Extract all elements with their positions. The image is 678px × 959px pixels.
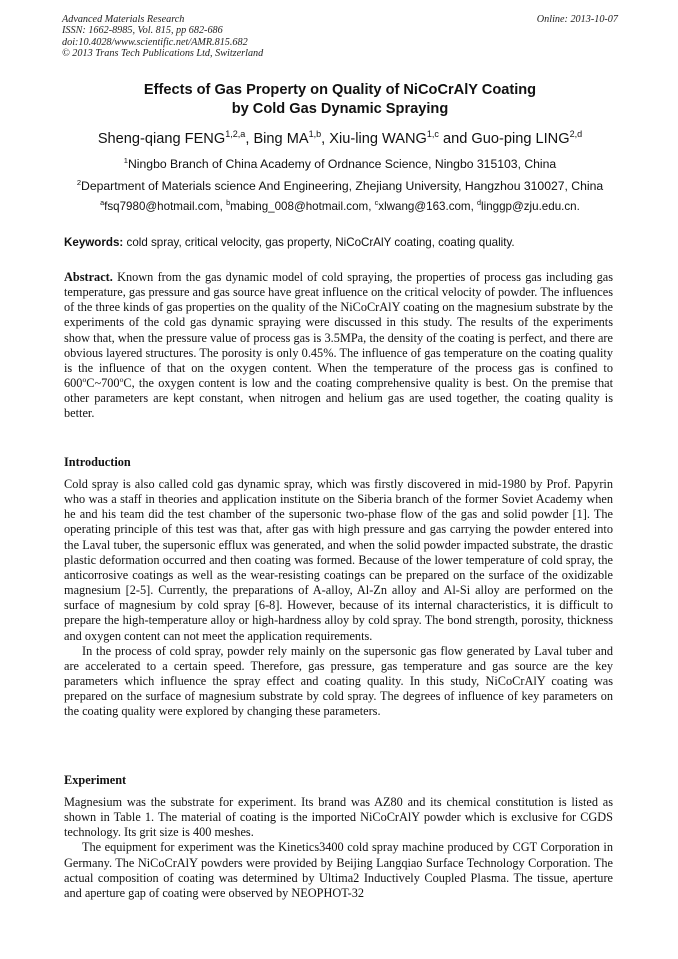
email-link[interactable]: fsq7980@hotmail.com [104,200,220,213]
email-marker: a [100,198,105,208]
author-separator: and [438,131,472,147]
author-separator: , [321,131,330,147]
email-marker: d [477,198,482,208]
introduction-section [64,477,613,720]
email-link[interactable]: linggp@zju.edu.cn [481,200,577,213]
author-name: Guo-ping LING [471,131,570,147]
author-separator: , [245,131,254,147]
intro-paragraph-2: In the process of cold spray, powder rely mainly on the supersonic gas flow generated by Laval tuber and are accelerated to a certain speed. Therefore, gas pressure, gas temperature and gas source are the key parameters which influence the spray effect and coating quality. In this study, NiCoCrAlY coating was prepared on the surface of magnesium substrate by cold spray. The degrees of influence of key parameters on the coating quality were explored by changing these parameters. [64,643,613,719]
author-superscript: 1,c [426,129,439,140]
online-date: Online: 2013-10-07 [536,14,618,25]
email-link[interactable]: mabing_008@hotmail.com [230,200,369,213]
author-superscript: 1,2,a [225,129,246,140]
copyright-line: © 2013 Trans Tech Publications Ltd, Switzerland [62,48,264,60]
affiliation-text: Ningbo Branch of China Academy of Ordnance Science, Ningbo 315103, China [128,157,557,171]
keywords-text: cold spray, critical velocity, gas property, NiCoCrAlY coating, coating quality. [126,236,515,249]
affiliation-marker: 1 [123,155,128,165]
author-list [62,129,618,149]
keywords-label: Keywords: [64,236,124,249]
journal-metadata [62,14,618,60]
keywords [64,235,620,250]
affiliation-2 [62,178,618,194]
experiment-section [64,795,613,901]
journal-name: Advanced Materials Research [62,14,185,25]
paper-title [62,81,618,119]
heading-experiment: Experiment [64,773,127,787]
doi-line: doi:10.4028/www.scientific.net/AMR.815.682 [62,36,248,48]
email-link[interactable]: xlwang@163.com [378,200,471,213]
email-list [62,199,618,215]
heading-introduction: Introduction [64,455,131,469]
author-superscript: 2,d [569,129,583,140]
email-marker: c [374,198,379,208]
experiment-paragraph-1: Magnesium was the substrate for experiment. Its brand was AZ80 and its chemical constitution is listed as shown in Table 1. The material of coating is the imported NiCoCrAlY powder which is exclusive for CGDS technology. Its grit size is 400 meshes. [64,795,613,840]
email-separator: , [368,200,375,213]
experiment-paragraph-2: The equipment for experiment was the Kinetics3400 cold spray machine produced by CGT Corporation in Germany. The NiCoCrAlY powders were provided by Beijing Langqiao Surface Technology Corporation. The actual composition of coating was determined by Ultima2 Inductively Coupled Plasma. The tissue, aperture and aperture gap of coating were observed by NEOPHOT-32 [64,840,613,900]
degree-sup: o [119,375,124,384]
email-separator: , [219,200,227,213]
abstract-text-2: C, the oxygen content is low and the coating comprehensive quality is best. On the premise that other parameters are kept constant, when nitrogen and helium gas are used together, the coating quality is better. [64,376,613,421]
email-separator: , [470,200,478,213]
affiliation-1 [62,156,618,172]
author-name: Xiu-ling WANG [329,131,427,147]
email-period: . [576,200,580,213]
issn-line: ISSN: 1662-8985, Vol. 815, pp 682-686 [62,25,223,37]
intro-paragraph-1: Cold spray is also called cold gas dynamic spray, which was firstly discovered in mid-1980 by Prof. Papyrin who was a staff in theories and application institute on the Siberia branch of the former Soviet Academy when he and his team did the test chamber of the supersonic two-phase flow of the gas and solid powder [1]. The operating principle of this test was that, after gas with high pressure and gas carrying the powder entered into the Laval tuber, the supersonic efflux was generated, and when the solid powder impacted substrate, the drastic plastic deformation occurred and then coating was formed. Because of the lower temperature of cold spray, the anticorrosive coatings as well as the wear-resisting coatings can be prepared on the surface of the oxidizable magnesium [2-5]. Currently, the preparations of A-alloy, Al-Zn alloy and Al-Si alloy are performed on the surface of magnesium by cold spray [6-8]. However, because of its internal characteristics, it is difficult to prepare the high-temperature alloy or high-hardness alloy by cold spray. The bond strength, porosity, thickness and oxygen content can not meet the application requirements. [64,477,613,643]
affiliation-marker: 2 [76,177,82,187]
title-line-1: Effects of Gas Property on Quality of NiCoCrAlY Coating [143,82,537,98]
degree-sup: o [82,375,87,384]
abstract [64,270,613,422]
abstract-text-1: Known from the gas dynamic model of cold spraying, the properties of process gas including gas temperature, gas pressure and gas source have great influence on the critical velocity of powder. The influences of the three kinds of gas properties on the quality of the NiCoCrAlY coating on the magnesium substrate by the experiments of the cold gas dynamic spraying were discussed in this study. The results of the experiments show that, when the pressure value of process gas is 3.5MPa, the density of the coating is perfect, and there are obvious layered structures. The porosity is only 0.45%. The influence of gas temperature on the coating quality is the influence of that on the oxygen content. When the temperature of the process gas is confined to 600 [64,270,613,391]
author-superscript: 1,b [308,129,322,140]
title-line-2: by Cold Gas Dynamic Spraying [231,101,449,117]
author-name: Bing MA [253,131,309,147]
email-marker: b [226,198,231,208]
abstract-unit: C~700 [86,376,120,391]
abstract-label: Abstract. [64,270,113,284]
author-name: Sheng-qiang FENG [97,131,226,147]
affiliation-text: Department of Materials science And Engineering, Zhejiang University, Hangzhou 310027, China [81,179,604,193]
